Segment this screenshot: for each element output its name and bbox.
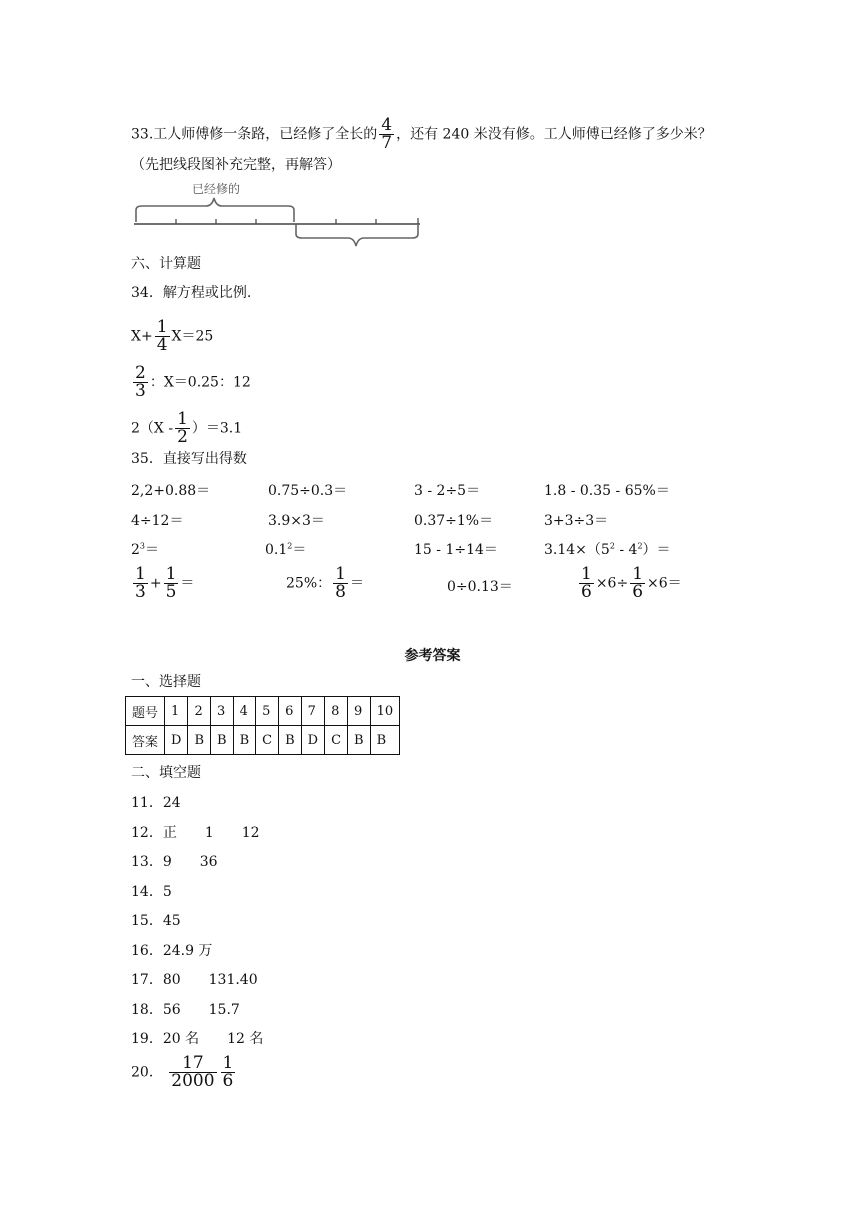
q33-frac-num: 4 [381, 115, 393, 135]
q35-r4c1 [131, 566, 194, 601]
q35-r4c1-n1: 1 [135, 564, 146, 584]
q34-eq3-den: 2 [177, 427, 188, 447]
q35-r3c1-b: ＝ [145, 542, 160, 558]
q34-eq3-b: ）＝3.1 [191, 420, 243, 437]
q35-r4c1-frac1 [133, 566, 148, 601]
q35-r3c1-sup: 3 [139, 541, 146, 551]
q35-r4c4-mid: ×6÷ [595, 575, 629, 592]
q35-r3c3: 15 - 1÷14＝ [414, 542, 498, 558]
q35-r2c2: 3.9×3＝ [268, 513, 325, 529]
q35-r3c4-sup1: 2 [609, 541, 615, 551]
q33-note: （先把线段图补充完整，再解答） [131, 157, 341, 173]
table-cell: 3 [211, 697, 234, 726]
table-cell: D [165, 726, 188, 755]
q33-line [131, 117, 712, 152]
q34-eq2-num: 2 [135, 363, 146, 383]
bottom-brace [296, 224, 418, 246]
answer-item: 15．45 [131, 913, 181, 929]
q20-n2: 1 [222, 1053, 234, 1073]
answer-item: 16．24.9 万 [131, 943, 213, 959]
q35-r3c4-a: 3.14×（5 [544, 542, 610, 558]
q35-r3c2-a: 0.1 [265, 542, 288, 558]
answer-item: 17．80 131.40 [131, 972, 258, 988]
segment-diagram [130, 178, 430, 250]
q35-r1c4: 1.8 - 0.35 - 65%＝ [544, 483, 670, 499]
table-cell: B [233, 726, 256, 755]
q20-d2: 6 [222, 1071, 234, 1091]
q34-eq2-b: ：X＝0.25：12 [149, 374, 251, 391]
table-cell: 8 [325, 697, 348, 726]
q35-title: 35．直接写出得数 [131, 451, 247, 467]
q33-text-b: ，还有 240 米没有修。工人师傅已经修了多少米？ [396, 126, 712, 143]
q35-r4c4-n1: 1 [581, 564, 592, 584]
q20-n1: 17 [182, 1053, 204, 1073]
q35-r3c4-b: ）＝ [642, 542, 671, 558]
table-cell: C [325, 726, 348, 755]
q20-d1: 2000 [171, 1071, 215, 1091]
q35-r3c1 [131, 539, 159, 559]
q35-r4c4-d2: 6 [632, 582, 644, 602]
q35-r1c3: 3 - 2÷5＝ [414, 483, 481, 499]
table-cell: 7 [301, 697, 324, 726]
q34-eq1-frac [155, 319, 170, 354]
answer-item: 18．56 15.7 [131, 1002, 240, 1018]
q35-r4c4-d1: 6 [581, 582, 592, 602]
section6-title: 六、计算题 [131, 256, 201, 272]
table-cell: 题号 [126, 697, 165, 726]
q35-r4c4 [577, 566, 682, 601]
answers-section2: 二、填空题 [131, 765, 201, 781]
q35-r2c3: 0.37÷1%＝ [414, 513, 494, 529]
q35-r4c4-frac2 [630, 566, 645, 601]
table-cell: 9 [348, 697, 371, 726]
answer-item: 12．正 1 12 [131, 825, 260, 841]
q20-label: 20． [131, 1064, 163, 1081]
table-cell: D [301, 726, 324, 755]
q35-r3c4-mid: - 4 [614, 542, 638, 558]
q34-eq1-num: 1 [156, 317, 168, 337]
table-cell: 1 [165, 697, 188, 726]
table-cell: 10 [370, 697, 400, 726]
table-cell: B [188, 726, 211, 755]
q35-r4c2 [286, 566, 364, 601]
q35-r4c2-n: 1 [335, 564, 346, 584]
table-cell: 答案 [126, 726, 165, 755]
answer-table-row [126, 726, 400, 755]
table-cell: B [211, 726, 234, 755]
table-cell: 5 [256, 697, 279, 726]
q34-eq3-frac [175, 411, 190, 446]
q35-r3c2-sup: 2 [287, 541, 293, 551]
q34-eq2-frac [133, 365, 148, 400]
table-cell: B [348, 726, 371, 755]
q34-eq2 [131, 365, 251, 400]
q35-r4c2-a: 25%： [286, 575, 332, 592]
q35-r4c1-eq: ＝ [180, 575, 195, 592]
answer-item: 19．20 名 12 名 [131, 1031, 264, 1047]
q35-r3c4 [544, 539, 671, 559]
q35-r4c4-eq: ×6＝ [647, 575, 682, 592]
table-cell: B [370, 726, 400, 755]
q33-fraction [379, 117, 394, 152]
q34-eq3-num: 1 [177, 409, 188, 429]
q35-r3c2 [265, 539, 306, 559]
q35-r1c2: 0.75÷0.3＝ [268, 483, 348, 499]
table-cell: B [279, 726, 302, 755]
q35-r2c1: 4÷12＝ [131, 513, 184, 529]
q35-r1c1: 2,2+0.88＝ [131, 483, 211, 499]
q35-r4c2-frac [333, 566, 348, 601]
q35-r4c1-d2: 5 [165, 582, 177, 602]
q35-r4c1-op: + [149, 575, 162, 592]
q35-r4c4-n2: 1 [632, 564, 644, 584]
q34-eq2-den: 3 [135, 381, 146, 401]
table-cell: C [256, 726, 279, 755]
table-cell: 2 [188, 697, 211, 726]
q34-eq3-a: 2（X - [131, 420, 174, 437]
q35-r3c1-a: 2 [131, 542, 140, 558]
q35-r4c1-d1: 3 [135, 582, 146, 602]
q34-title: 34．解方程或比例. [131, 285, 252, 301]
answer-table-header-row [126, 697, 400, 726]
q35-r3c2-b: ＝ [292, 542, 307, 558]
table-cell: 4 [233, 697, 256, 726]
q20-frac1 [169, 1055, 216, 1090]
answer-item-20 [131, 1055, 237, 1090]
q34-eq1-a: X+ [131, 328, 153, 345]
q34-eq1-den: 4 [156, 335, 168, 355]
q35-r4c2-d: 8 [335, 582, 346, 602]
q35-r4c4-frac1 [579, 566, 594, 601]
top-brace [136, 198, 294, 222]
q34-eq1-b: X＝25 [171, 328, 214, 345]
q35-r4c2-eq: ＝ [349, 575, 364, 592]
answers-title: 参考答案 [404, 648, 461, 664]
answer-table [125, 696, 400, 755]
table-cell: 6 [279, 697, 302, 726]
q33-frac-den: 7 [381, 133, 393, 153]
q35-r2c4: 3+3÷3＝ [544, 513, 609, 529]
q34-eq3 [131, 411, 242, 446]
answers-section1: 一、选择题 [131, 674, 201, 690]
q35-r3c4-sup2: 2 [637, 541, 643, 551]
q33-text-a: 33.工人师傅修一条路，已经修了全长的 [131, 126, 378, 143]
segment-diagram-label: 已经修的 [192, 182, 241, 196]
q35-r4c1-n2: 1 [165, 564, 177, 584]
q20-frac2 [221, 1055, 236, 1090]
q35-r4c3: 0÷0.13＝ [447, 579, 513, 595]
answer-item: 13．9 36 [131, 854, 218, 870]
q34-eq1 [131, 319, 213, 354]
answer-item: 14．5 [131, 884, 172, 900]
answer-item: 11．24 [131, 795, 181, 811]
q35-r4c1-frac2 [164, 566, 179, 601]
